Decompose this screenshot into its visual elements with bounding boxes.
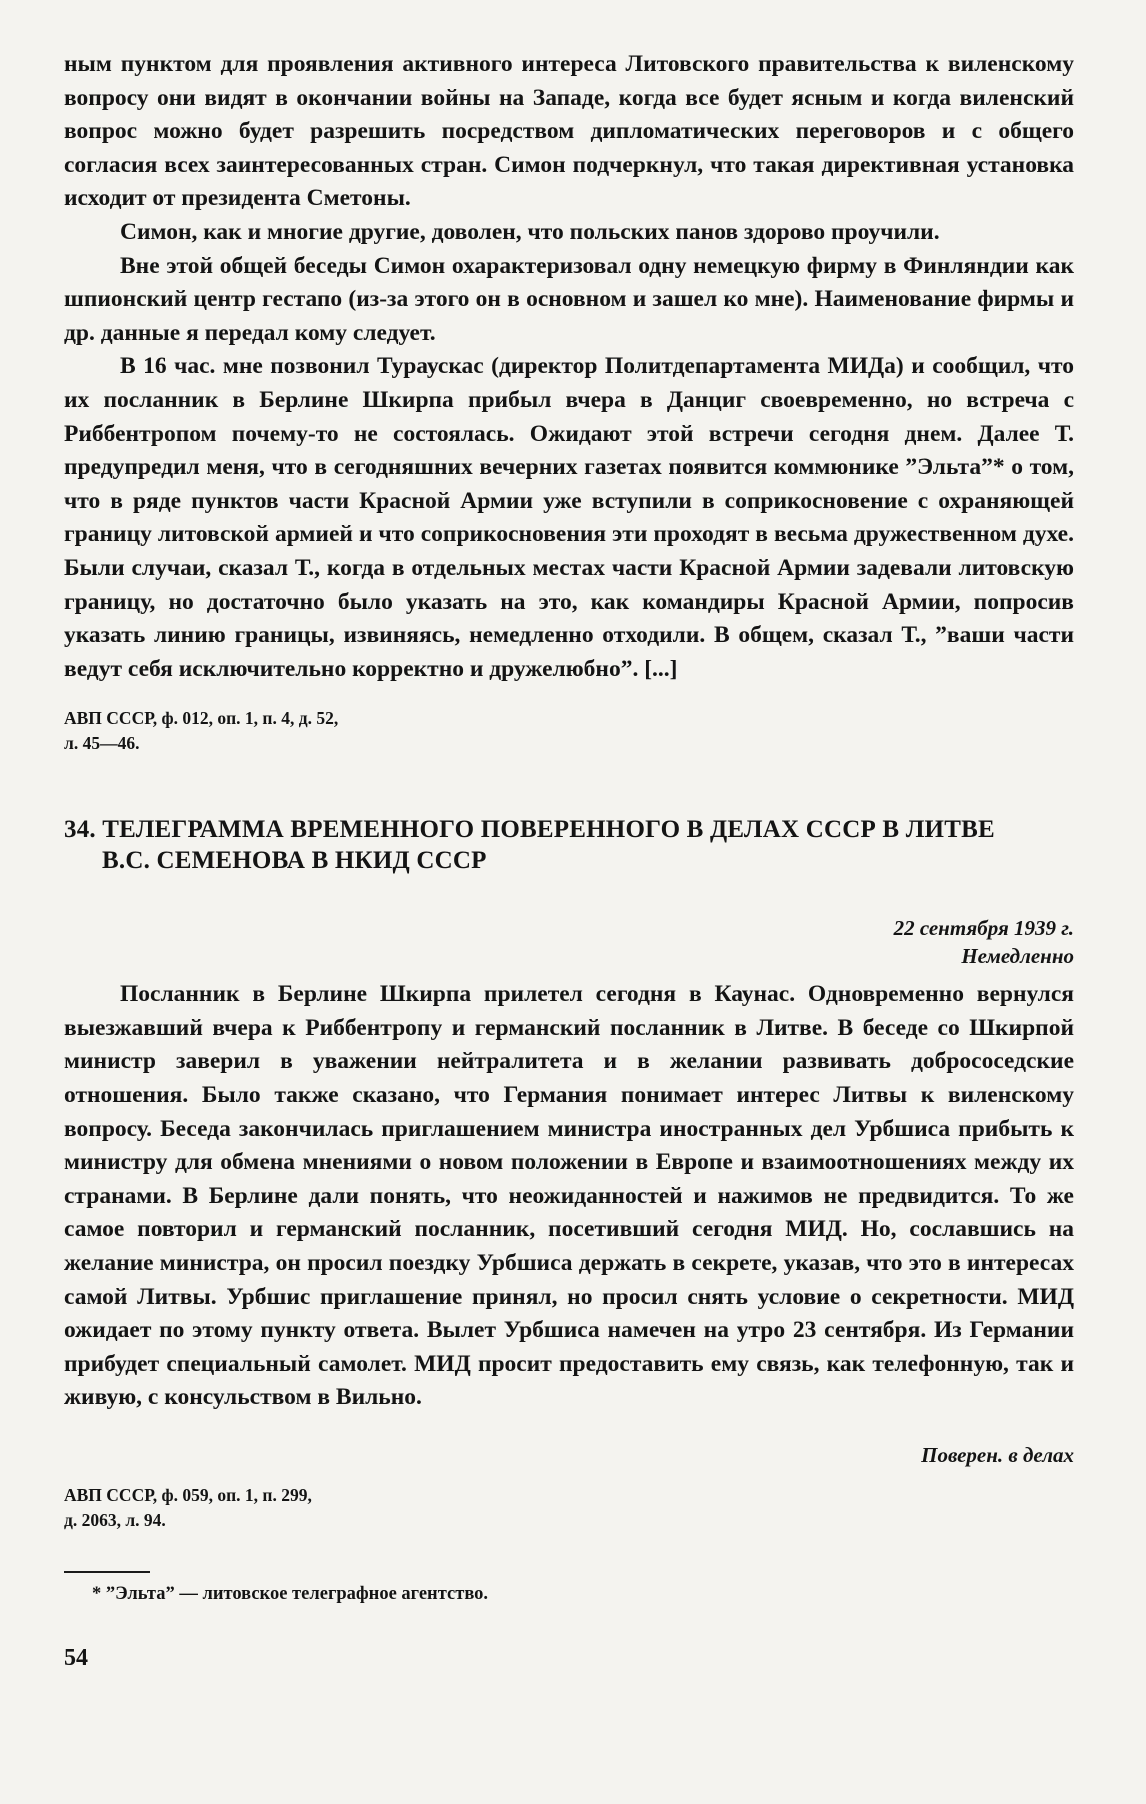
document-heading-line2: В.С. СЕМЕНОВА В НКИД СССР [102,847,487,875]
paragraph-3: Вне этой общей беседы Симон охарактеризовал одну немецкую фирму в Финляндии как шпионский центр гестапо (из-за этого он в основном и зашел ко мне). Наименование фирмы и др. данные я передал кому следует. [64,252,1074,346]
telegram-body: Посланник в Берлине Шкирпа прилетел сегодня в Каунас. Одновременно вернулся выезжавший вчера к Риббентропу и германский посланник в Литве. В беседе со Шкирпой министр заверил в уважении нейтралитета и в желании развивать добрососедские отношения. Было также сказано, что Германия понимает интерес Литвы к виленскому вопросу. Беседа закончилась приглашением министра иностранных дел Урбшиса прибыть к министру для обмена мнениями о новом положении в Европе и взаимоотношениях между их странами. В Берлине дали понять, что неожиданностей и нажимов не предвидится. То же самое повторил и германский посланник, посетивший сегодня МИД. Но, сославшись на желание министра, он просил поездку Урбшиса держать в секрете, указав, что это в интересах самой Литвы. Урбшис приглашение принял, но просил снять условие о секретности. МИД ожидает по этому пункту ответа. Вылет Урбшиса намечен на утро 23 сентября. Из Германии прибудет специальный самолет. МИД просит предоставить ему связь, как телефонную, так и живую, с консульством в Вильно. [64,981,1074,1411]
document-heading-line1: 34. ТЕЛЕГРАММА ВРЕМЕННОГО ПОВЕРЕННОГО В ДЕЛАХ СССР В ЛИТВЕ [64,816,995,844]
signature: Поверен. в делах [921,1443,1074,1467]
document-date: 22 сентября 1939 г. [893,916,1074,941]
archive-source-2-line1: АВП СССР, ф. 059, оп. 1, п. 299, [64,1485,312,1505]
archive-source-2-line2: д. 2063, л. 94. [64,1510,166,1530]
paragraph-1: ным пунктом для проявления активного интереса Литовского правительства к виленскому вопросу они видят в окончании войны на Западе, когда все будет ясным и когда виленский вопрос можно будет разрешить посредством дипломатических переговоров и с общего согласия всех заинтересованных стран. Симон подчеркнул, что такая директивная установка исходит от президента Сметоны. [64,51,1074,212]
page-number: 54 [64,1645,88,1671]
paragraph-2: Симон, как и многие другие, доволен, что польских панов здорово проучили. [120,218,940,245]
paragraph-4: В 16 час. мне позвонил Тураускас (директор Политдепартамента МИДа) и сообщил, что их посланник в Берлине Шкирпа прибыл вчера в Данциг своевременно, но встреча с Риббентропом почему-то не состоялась. Ожидают этой встречи сегодня днем. Далее Т. предупредил меня, что в сегодняшних вечерних газетах появится коммюнике ”Эльта”* о том, что в ряде пунктов части Красной Армии уже вступили в соприкосновение с охраняющей границу литовской армией и что соприкосновения эти проходят в весьма дружественном духе. Были случаи, сказал Т., когда в отдельных местах части Красной Армии задевали литовскую границу, но достаточно было указать на это, как командиры Красной Армии, попросив указать линию границы, извиняясь, немедленно отходили. В общем, сказал Т., ”ваши части ведут себя исключительно корректно и дружелюбно”. [...] [64,353,1074,682]
archive-source-1-line2: л. 45—46. [64,733,140,754]
document-urgency: Немедленно [961,944,1074,969]
footnote: * ”Эльта” — литовское телеграфное агентство. [92,1584,489,1604]
archive-source-1-line1: АВП СССР, ф. 012, оп. 1, п. 4, д. 52, [64,708,339,729]
document-page [64,48,1074,1672]
